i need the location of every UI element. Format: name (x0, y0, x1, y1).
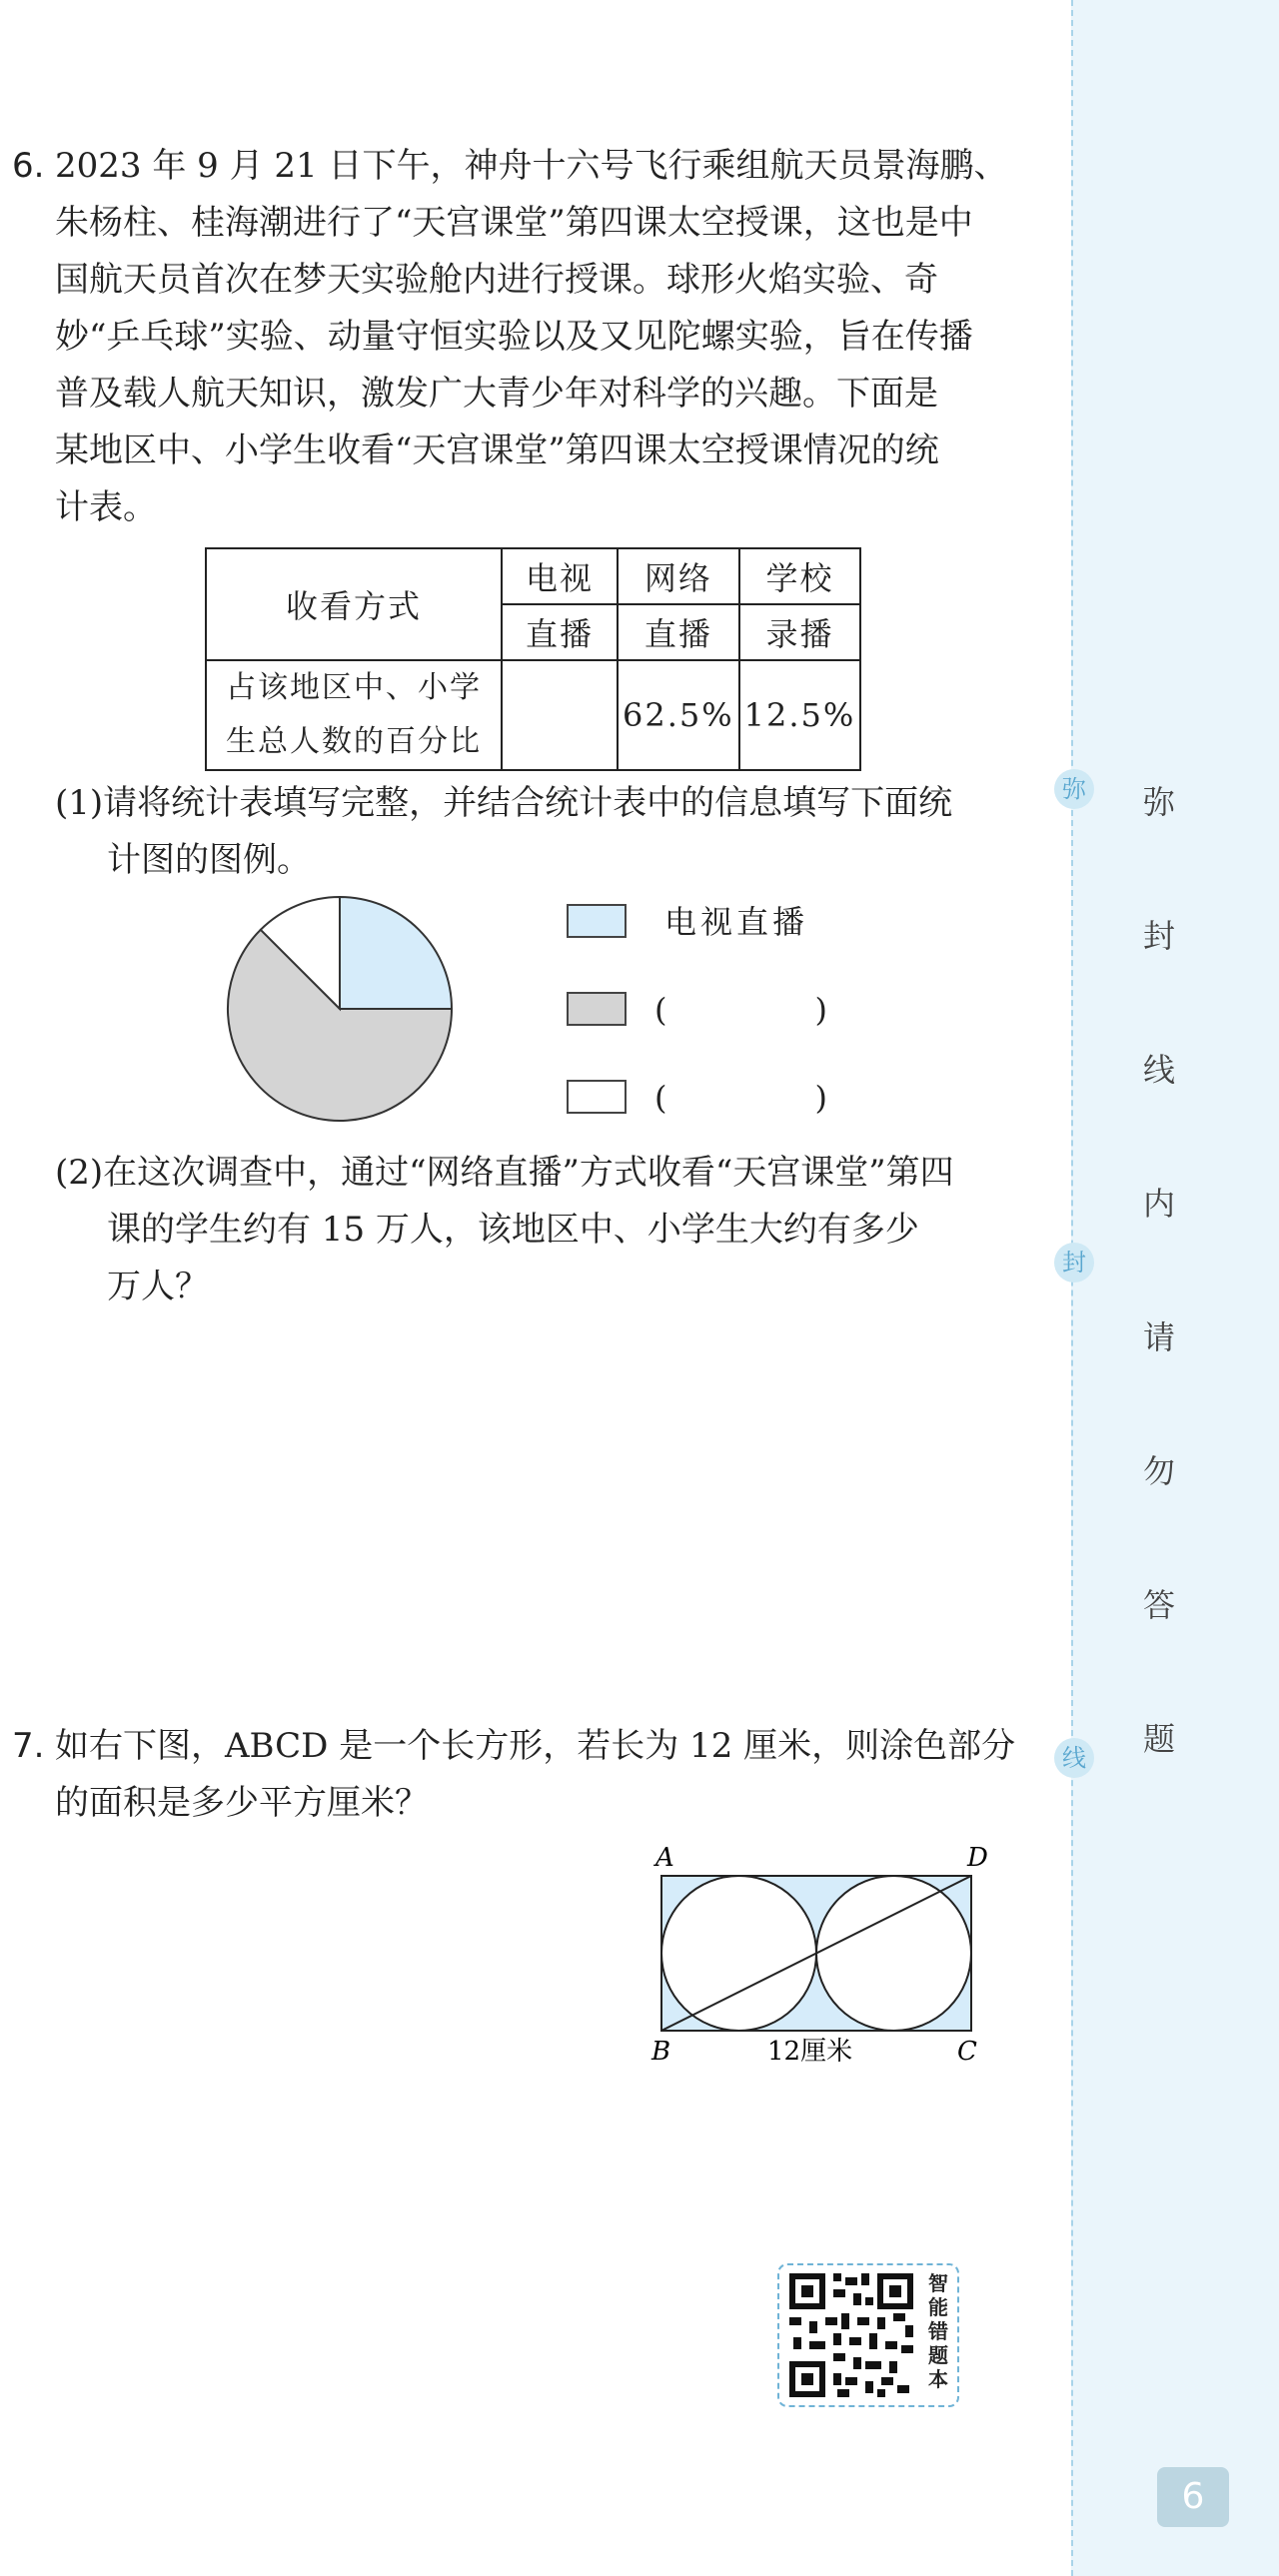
legend-swatch-gray (567, 992, 627, 1026)
question-6-number: 6. (12, 146, 45, 186)
margin-char: 内 (1142, 1185, 1175, 1223)
qr-label-char: 本 (928, 2367, 948, 2391)
table-header-net: 网络 (618, 548, 739, 604)
margin-char: 封 (1142, 917, 1175, 955)
qr-label-char: 错 (928, 2319, 948, 2343)
margin-char: 勿 (1142, 1452, 1175, 1490)
table-row-label (206, 660, 502, 770)
qr-label-char: 能 (928, 2295, 948, 2319)
question-7-number: 7. (12, 1726, 45, 1766)
margin-char: 请 (1142, 1318, 1175, 1356)
left-circle (661, 1876, 816, 2031)
text-line: (2)在这次调查中，通过“网络直播”方式收看“天宫课堂”第四 (55, 1153, 954, 1193)
sub-question-2 (55, 1145, 954, 1315)
right-circle (816, 1876, 971, 2031)
qr-code-icon (785, 2269, 917, 2401)
text-line: 如右下图，ABCD 是一个长方形，若长为 12 厘米，则涂色部分 (55, 1726, 1016, 1766)
row-label-line: 占该地区中、小学 (226, 670, 482, 705)
net-value: 62.5% (618, 660, 739, 770)
question-6-text (55, 138, 1007, 536)
text-line: (1)请将统计表填写完整，并结合统计表中的信息填写下面统 (55, 783, 953, 823)
label-a: A (655, 1843, 674, 1873)
legend-label-blank-2[interactable]: ( ) (654, 1079, 831, 1117)
pie-chart (215, 884, 465, 1134)
question-7-text (55, 1718, 1015, 1832)
seal-mark: 封 (1054, 1243, 1094, 1283)
pie-slice-0 (340, 897, 452, 1009)
legend-swatch-white (567, 1080, 627, 1114)
qr-code-card[interactable] (777, 2263, 959, 2407)
margin-char: 答 (1142, 1586, 1175, 1624)
margin-char: 线 (1142, 1051, 1175, 1089)
school-value: 12.5% (739, 660, 861, 770)
qr-label-char: 智 (928, 2271, 948, 2295)
length-label: 12厘米 (767, 2037, 853, 2067)
seal-margin-strip (1071, 0, 1279, 2576)
margin-char: 弥 (1142, 783, 1175, 821)
table-header-tv-2: 直播 (502, 604, 618, 660)
rectangle-circles-figure (640, 1838, 1009, 2078)
text-line: 朱杨柱、桂海潮进行了“天宫课堂”第四课太空授课，这也是中 (55, 203, 973, 243)
text-line: 课的学生约有 15 万人，该地区中、小学生大约有多少 (107, 1210, 919, 1250)
page-number: 6 (1157, 2467, 1229, 2527)
legend-label-tv: 电视直播 (664, 903, 809, 941)
margin-char: 题 (1142, 1720, 1175, 1758)
label-c: C (957, 2037, 977, 2067)
legend-label-blank-1[interactable]: ( ) (654, 991, 831, 1029)
text-line: 计表。 (55, 487, 157, 527)
legend-swatch-tv (567, 904, 627, 938)
text-line: 普及载人航天知识，激发广大青少年对科学的兴趣。下面是 (55, 374, 938, 414)
table-header-net-2: 直播 (618, 604, 739, 660)
text-line: 2023 年 9 月 21 日下午，神舟十六号飞行乘组航天员景海鹏、 (55, 146, 1008, 186)
text-line: 妙“乒乓球”实验、动量守恒实验以及又见陀螺实验，旨在传播 (55, 317, 973, 357)
text-line: 计图的图例。 (107, 840, 311, 880)
row-label-line: 生总人数的百分比 (226, 724, 482, 759)
text-line: 某地区中、小学生收看“天宫课堂”第四课太空授课情况的统 (55, 430, 939, 470)
table-header-school-2: 录播 (739, 604, 861, 660)
text-line: 万人？ (107, 1267, 209, 1306)
statistics-table (205, 547, 861, 771)
qr-label-char: 题 (928, 2343, 948, 2367)
text-line: 的面积是多少平方厘米？ (55, 1783, 429, 1823)
text-line: 国航天员首次在梦天实验舱内进行授课。球形火焰实验、奇 (55, 260, 938, 300)
label-b: B (651, 2037, 671, 2067)
seal-mark: 线 (1054, 1738, 1094, 1778)
tv-value-blank[interactable] (502, 660, 618, 770)
table-header-label: 收看方式 (206, 548, 502, 660)
table-header-school: 学校 (739, 548, 861, 604)
sub-question-1 (55, 775, 952, 889)
table-header-tv: 电视 (502, 548, 618, 604)
seal-mark: 弥 (1054, 769, 1094, 809)
qr-label (925, 2271, 951, 2391)
label-d: D (967, 1843, 988, 1873)
